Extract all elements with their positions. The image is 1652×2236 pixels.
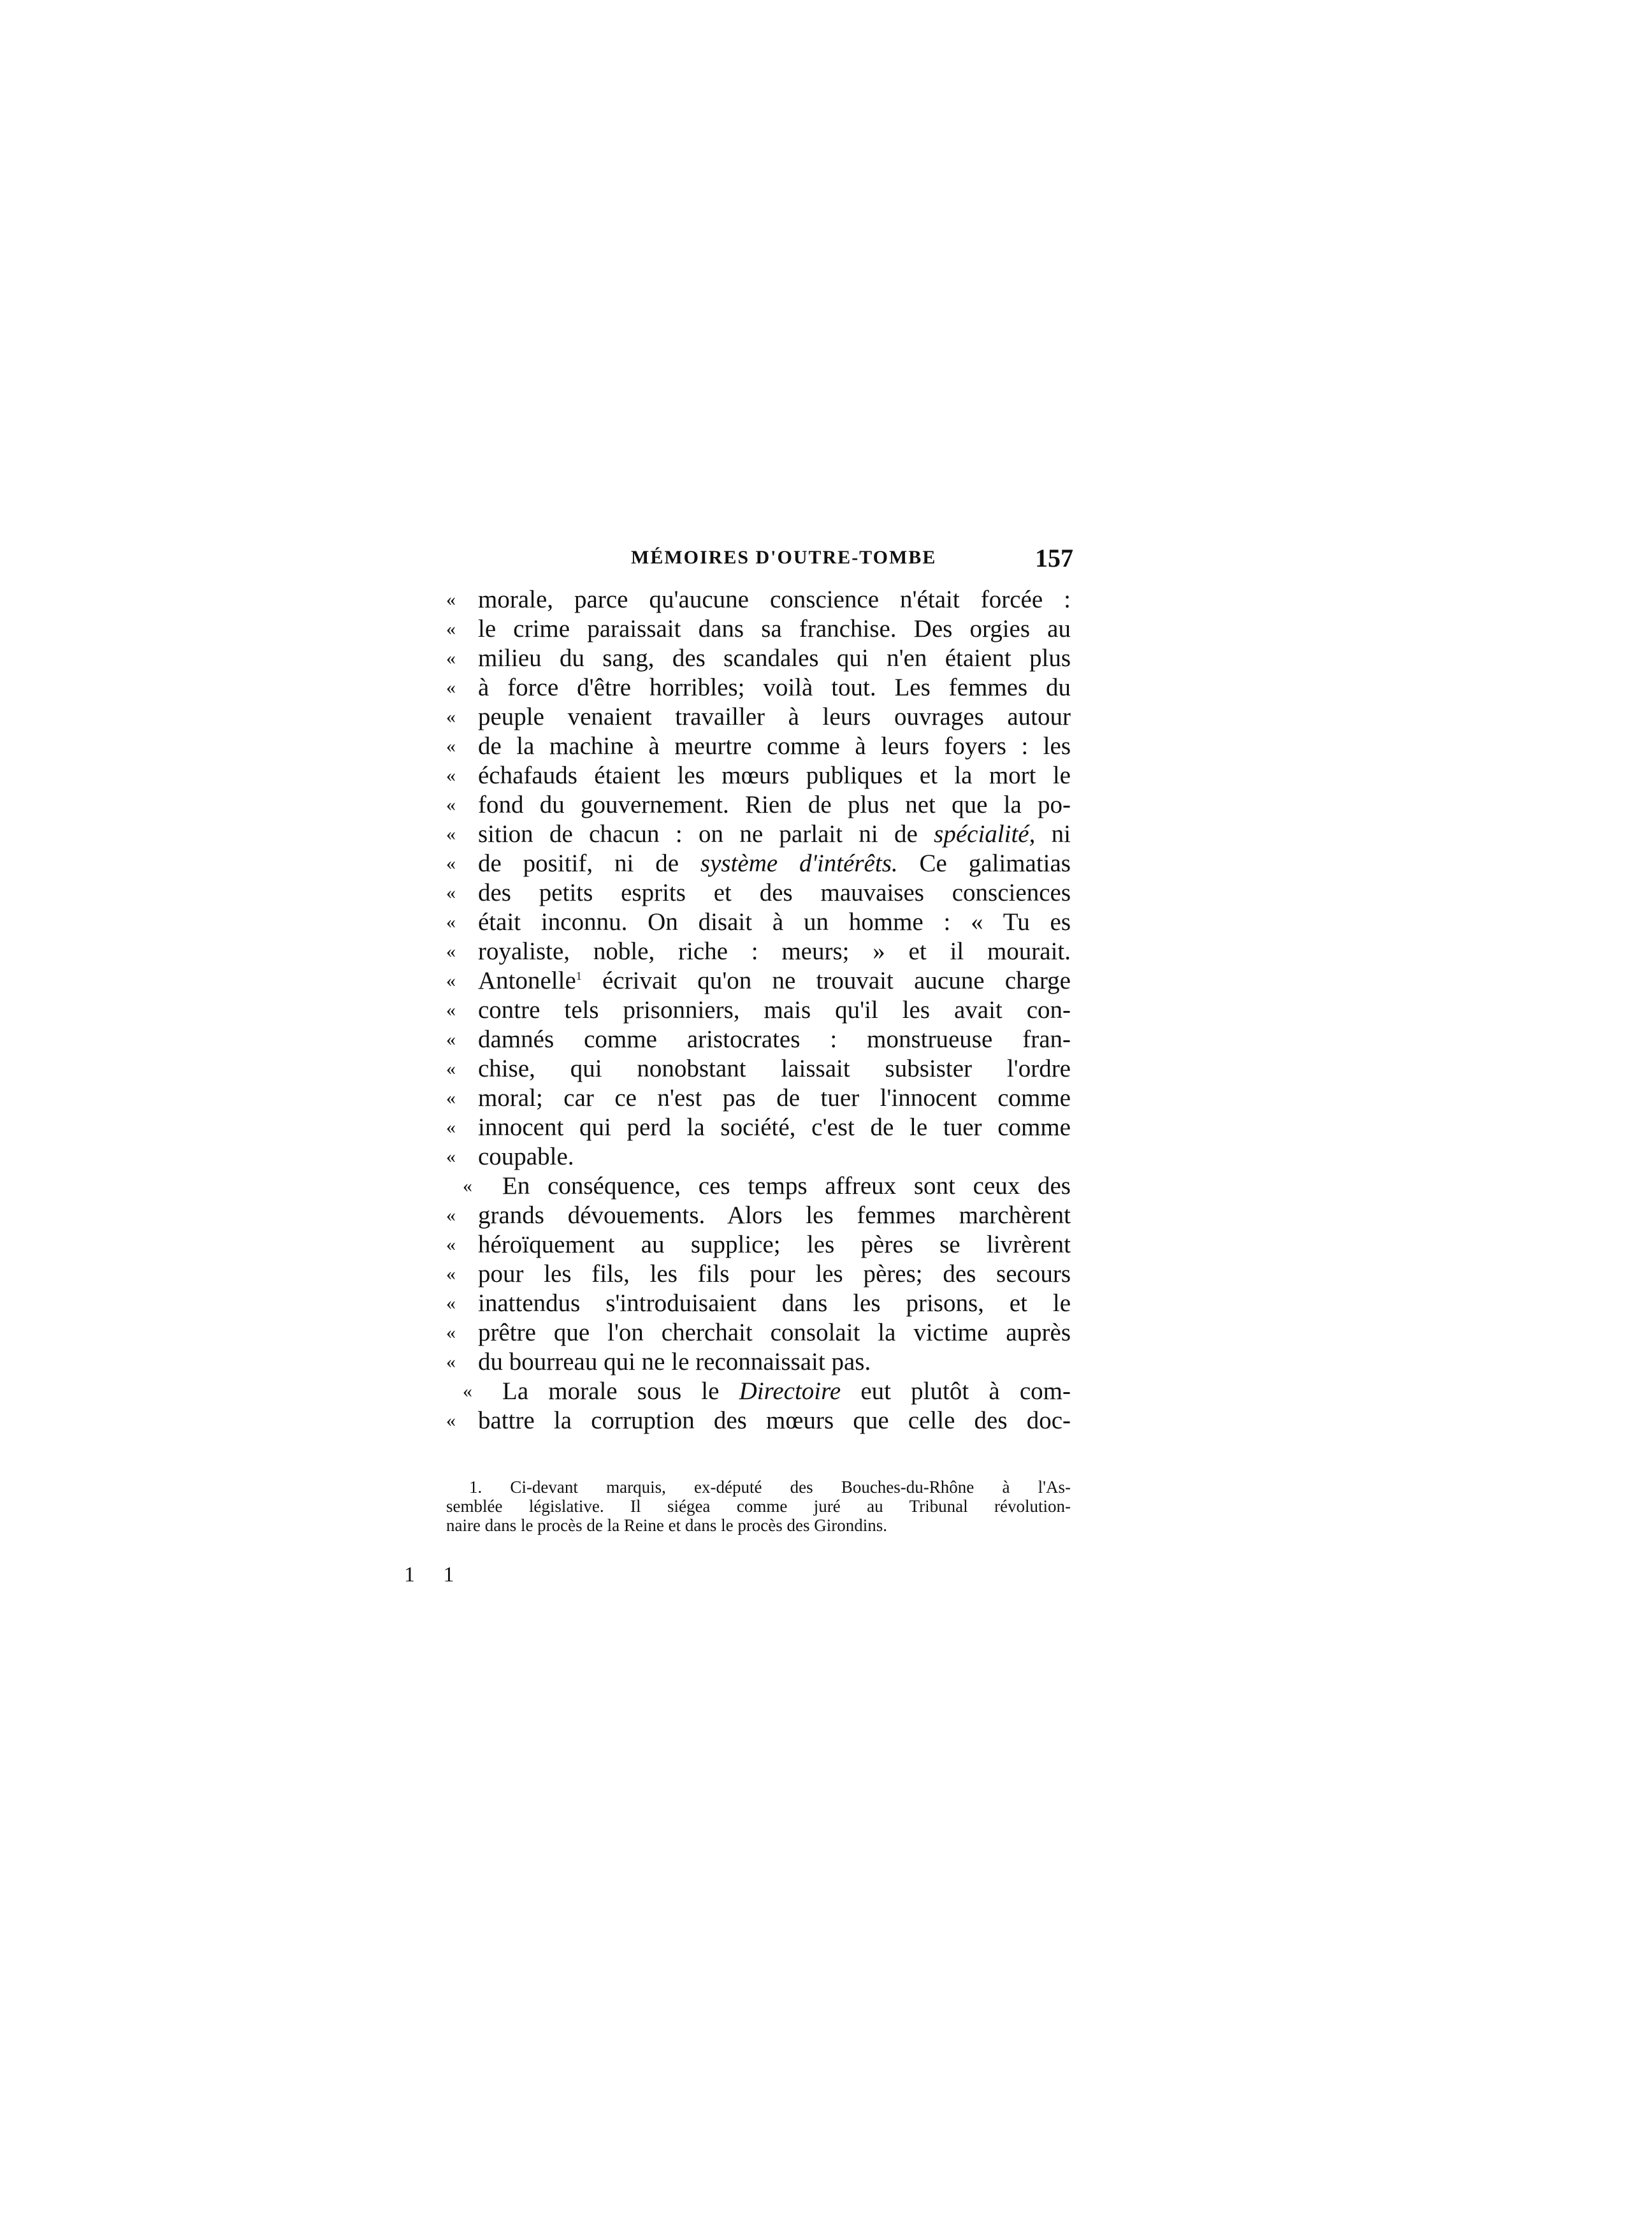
text-line <box>446 761 1071 790</box>
text-line <box>446 702 1071 732</box>
quote-mark: « <box>446 618 456 639</box>
running-title: MÉMOIRES D'OUTRE-TOMBE <box>631 547 937 568</box>
quote-mark: « <box>446 1234 456 1255</box>
text-line <box>446 1084 1071 1113</box>
line-text: royaliste, noble, riche : meurs; » et il mourait. <box>478 938 1071 965</box>
text-line <box>446 1025 1071 1054</box>
line-text: prêtre que l'on cherchait consolait la victime auprès <box>478 1319 1071 1346</box>
line-text: de la machine à meurtre comme à leurs foyers : les <box>478 732 1071 760</box>
quote-mark: « <box>446 794 456 815</box>
quote-mark: « <box>463 1381 472 1402</box>
page-number: 157 <box>1035 544 1073 572</box>
line-text: Antonelle <box>478 967 576 994</box>
line-text: le crime paraissait dans sa franchise. Des orgies au <box>478 615 1071 642</box>
text-line <box>446 1347 1071 1377</box>
footnote-line: naire dans le procès de la Reine et dans le procès des Girondins. <box>446 1516 888 1535</box>
text-line <box>446 614 1071 644</box>
italic-text: Directoire <box>739 1377 841 1405</box>
text-line <box>446 996 1071 1025</box>
quote-mark: « <box>446 706 456 727</box>
line-text: contre tels prisonniers, mais qu'il les avait con- <box>478 996 1071 1024</box>
quote-mark: « <box>446 941 456 962</box>
quote-mark: « <box>446 1410 456 1431</box>
line-text: échafauds étaient les mœurs publiques et la mort le <box>478 762 1071 789</box>
text-line <box>446 1142 1071 1172</box>
text-line <box>446 1406 1071 1435</box>
quote-mark: « <box>446 1117 456 1138</box>
line-text: du bourreau qui ne le reconnaissait pas. <box>478 1348 871 1376</box>
footnote-marker: 1 <box>576 969 582 982</box>
footnote-line: 1. Ci-devant marquis, ex-député des Bouches-du-Rhône à l'As- <box>469 1477 1071 1497</box>
line-text: milieu du sang, des scandales qui n'en étaient plus <box>478 644 1071 672</box>
text-line <box>446 644 1071 673</box>
quote-mark: « <box>446 824 456 845</box>
quote-mark: « <box>446 1351 456 1372</box>
body-text <box>446 585 1071 1435</box>
line-text: En conséquence, ces temps affreux sont ceux des <box>502 1172 1071 1200</box>
line-text: morale, parce qu'aucune conscience n'était forcée : <box>478 586 1071 613</box>
line-text: des petits esprits et des mauvaises consciences <box>478 879 1071 906</box>
line-text: à force d'être horribles; voilà tout. Les femmes du <box>478 674 1071 701</box>
quote-mark: « <box>446 1029 456 1050</box>
quote-mark: « <box>446 970 456 991</box>
line-text: innocent qui perd la société, c'est de le tuer comme <box>478 1114 1071 1141</box>
quote-mark: « <box>463 1175 472 1196</box>
line-text: ni <box>1035 820 1071 848</box>
text-line <box>446 1172 1071 1201</box>
line-text: battre la corruption des mœurs que celle des doc- <box>478 1407 1071 1434</box>
text-line <box>446 1318 1071 1347</box>
quote-mark: « <box>446 999 456 1020</box>
line-text: était inconnu. On disait à un homme : « Tu es <box>478 908 1071 936</box>
quote-mark: « <box>446 677 456 698</box>
quote-mark: « <box>446 648 456 669</box>
text-line <box>446 1201 1071 1230</box>
text-line <box>446 849 1071 878</box>
quote-mark: « <box>446 1322 456 1343</box>
line-text: La morale sous le <box>502 1377 739 1405</box>
text-line <box>446 820 1071 849</box>
line-text: peuple venaient travailler à leurs ouvrages autour <box>478 703 1071 730</box>
text-line <box>446 673 1071 702</box>
line-text: inattendus s'introduisaient dans les prisons, et le <box>478 1289 1071 1317</box>
text-line <box>446 937 1071 966</box>
quote-mark: « <box>446 882 456 903</box>
quote-mark: « <box>446 911 456 933</box>
line-text: eut plutôt à com- <box>841 1377 1071 1405</box>
line-text: sition de chacun : on ne parlait ni de <box>478 820 934 848</box>
running-header <box>446 543 1083 581</box>
line-text: grands dévouements. Alors les femmes marchèrent <box>478 1201 1071 1229</box>
line-text: chise, qui nonobstant laissait subsister l'ordre <box>478 1055 1071 1082</box>
line-text: pour les fils, les fils pour les pères; des secours <box>478 1260 1071 1288</box>
line-text: de positif, ni de <box>478 850 700 877</box>
text-line <box>446 585 1071 614</box>
line-text: fond du gouvernement. Rien de plus net que la po- <box>478 791 1071 818</box>
quote-mark: « <box>446 1293 456 1314</box>
quote-mark: « <box>446 589 456 610</box>
quote-mark: « <box>446 765 456 786</box>
text-line <box>446 1289 1071 1318</box>
line-text: moral; car ce n'est pas de tuer l'innocent comme <box>478 1084 1071 1112</box>
text-line <box>446 878 1071 908</box>
text-line <box>446 732 1071 761</box>
text-line <box>446 1260 1071 1289</box>
quote-mark: « <box>446 1205 456 1226</box>
line-text: Ce galimatias <box>897 850 1071 877</box>
text-line <box>446 790 1071 820</box>
italic-text: spécialité, <box>934 820 1036 848</box>
quote-mark: « <box>446 1146 456 1167</box>
bottom-mark: 1 1 <box>404 1563 466 1586</box>
italic-text: système d'intérêts. <box>700 850 898 877</box>
text-line <box>446 966 1071 996</box>
line-text: coupable. <box>478 1143 574 1170</box>
text-line <box>446 1113 1071 1142</box>
line-text: héroïquement au supplice; les pères se livrèrent <box>478 1231 1071 1258</box>
quote-mark: « <box>446 736 456 757</box>
text-line <box>446 1377 1071 1406</box>
text-line <box>446 908 1071 937</box>
line-text: écrivait qu'on ne trouvait aucune charge <box>581 967 1071 994</box>
quote-mark: « <box>446 853 456 874</box>
footnote-line: semblée législative. Il siégea comme juré au Tribunal révolution- <box>446 1497 1071 1516</box>
line-text: damnés comme aristocrates : monstrueuse fran- <box>478 1026 1071 1053</box>
quote-mark: « <box>446 1087 456 1108</box>
text-line <box>446 1054 1071 1084</box>
text-line <box>446 1230 1071 1260</box>
footnote <box>446 1477 1071 1535</box>
quote-mark: « <box>446 1058 456 1079</box>
quote-mark: « <box>446 1263 456 1284</box>
